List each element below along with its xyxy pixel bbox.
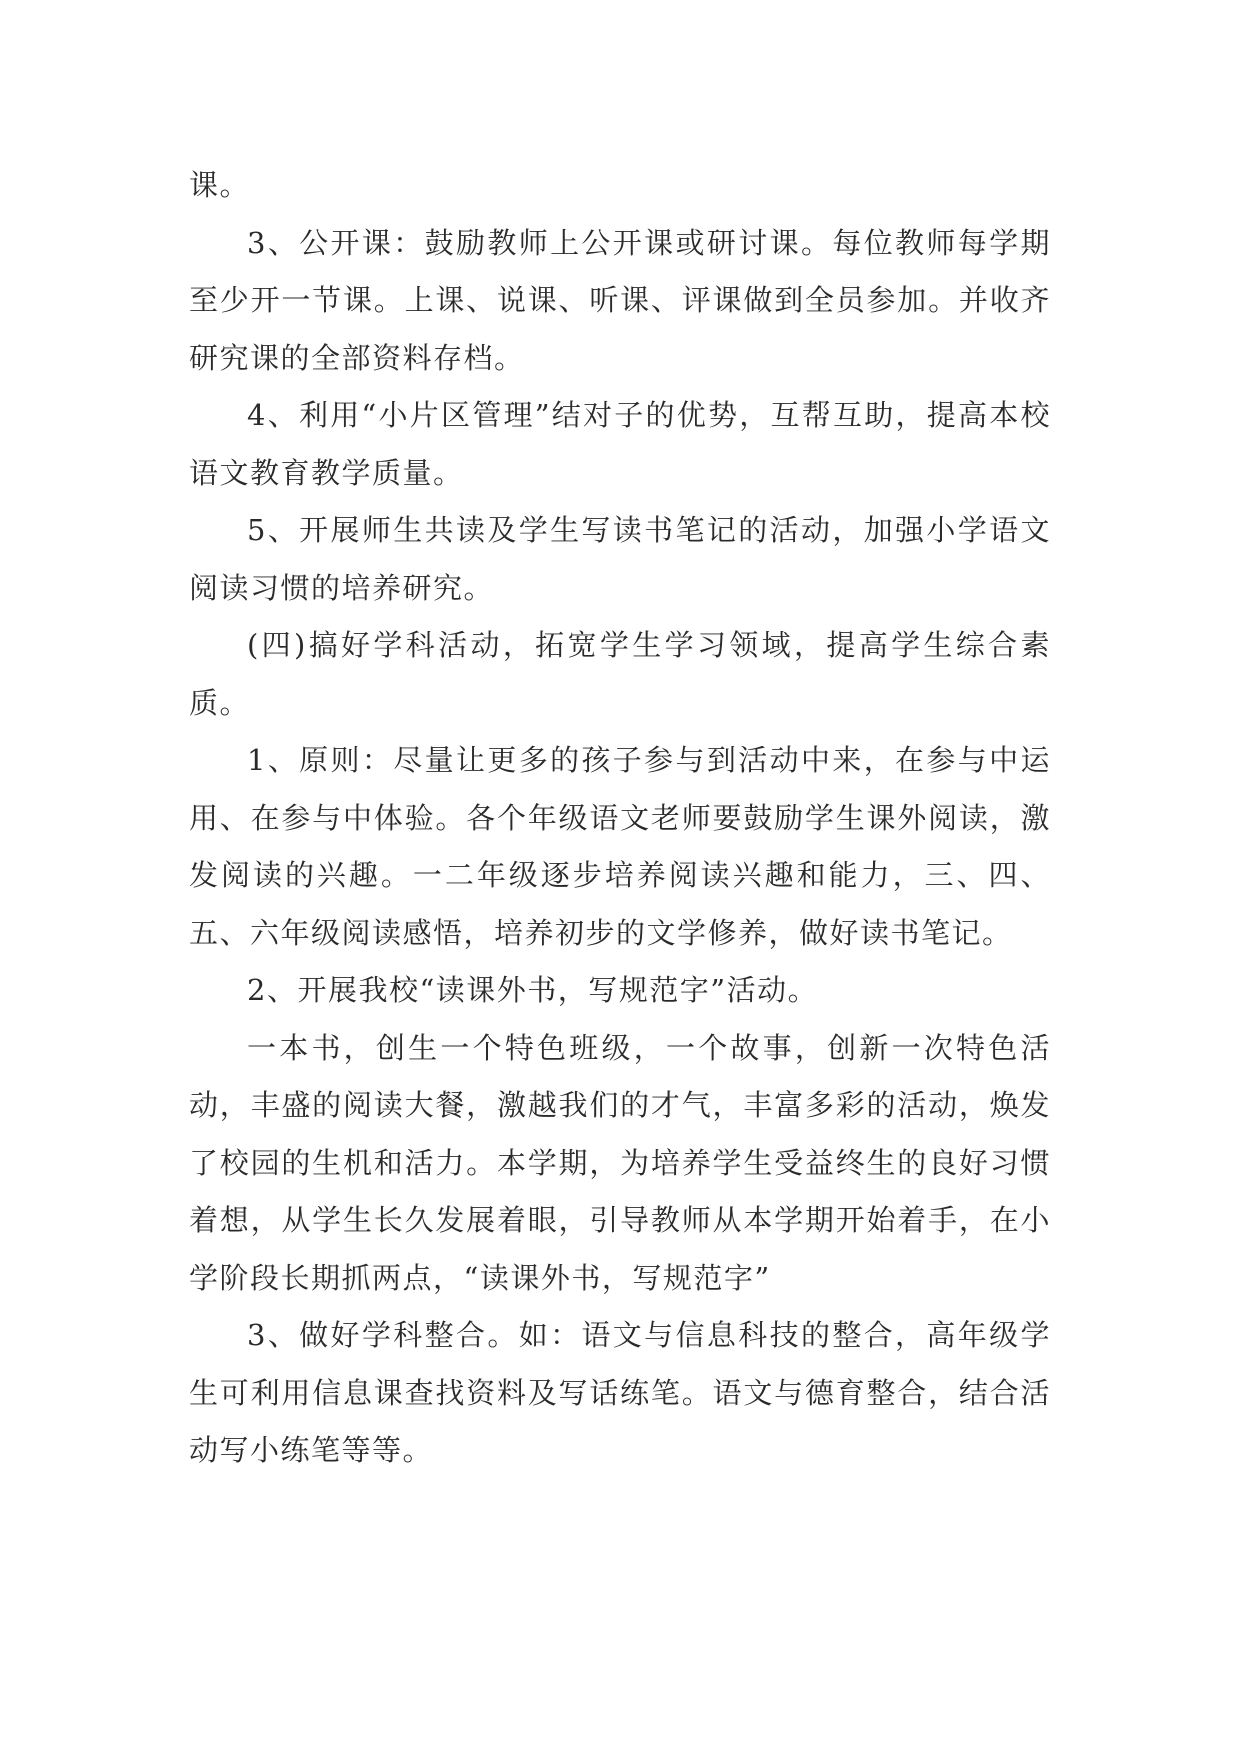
section-heading-subject-activities: (四)搞好学科活动，拓宽学生学习领域，提高学生综合素质。 [189, 628, 1051, 720]
paragraph-open-class: 3、公开课：鼓励教师上公开课或研讨课。每位教师每学期至少开一节课。上课、说课、听课、评课做到全员参加。并收齐研究课的全部资料存档。 [189, 225, 1051, 375]
paragraph-shared-reading: 5、开展师生共读及学生写读书笔记的活动，加强小学语文阅读习惯的培养研究。 [189, 513, 1051, 605]
paragraph-reading-writing-activity: 2、开展我校“读课外书，写规范字”活动。 [247, 973, 819, 1007]
paragraph-district-management: 4、利用“小片区管理”结对子的优势，互帮互助，提高本校语文教育教学质量。 [189, 398, 1051, 490]
document-body [189, 157, 1051, 1480]
paragraph-subject-integration: 3、做好学科整合。如：语文与信息科技的整合，高年级学生可利用信息课查找资料及写话练笔。语文与德育整合，结合活动写小练笔等等。 [189, 1318, 1051, 1467]
paragraph-principle: 1、原则：尽量让更多的孩子参与到活动中来，在参与中运用、在参与中体验。各个年级语文老师要鼓励学生课外阅读，激发阅读的兴趣。一二年级逐步培养阅读兴趣和能力，三、四、五、六年级阅读感悟，培养初步的文学修养，做好读书笔记。 [189, 743, 1051, 950]
paragraph-continuation: 课。 [189, 168, 251, 202]
paragraph-one-book: 一本书，创生一个特色班级，一个故事，创新一次特色活动，丰盛的阅读大餐，激越我们的才气，丰富多彩的活动，焕发了校园的生机和活力。本学期，为培养学生受益终生的良好习惯着想，从学生长久发展着眼，引导教师从本学期开始着手，在小学阶段长期抓两点，“读课外书，写规范字” [189, 1030, 1051, 1295]
